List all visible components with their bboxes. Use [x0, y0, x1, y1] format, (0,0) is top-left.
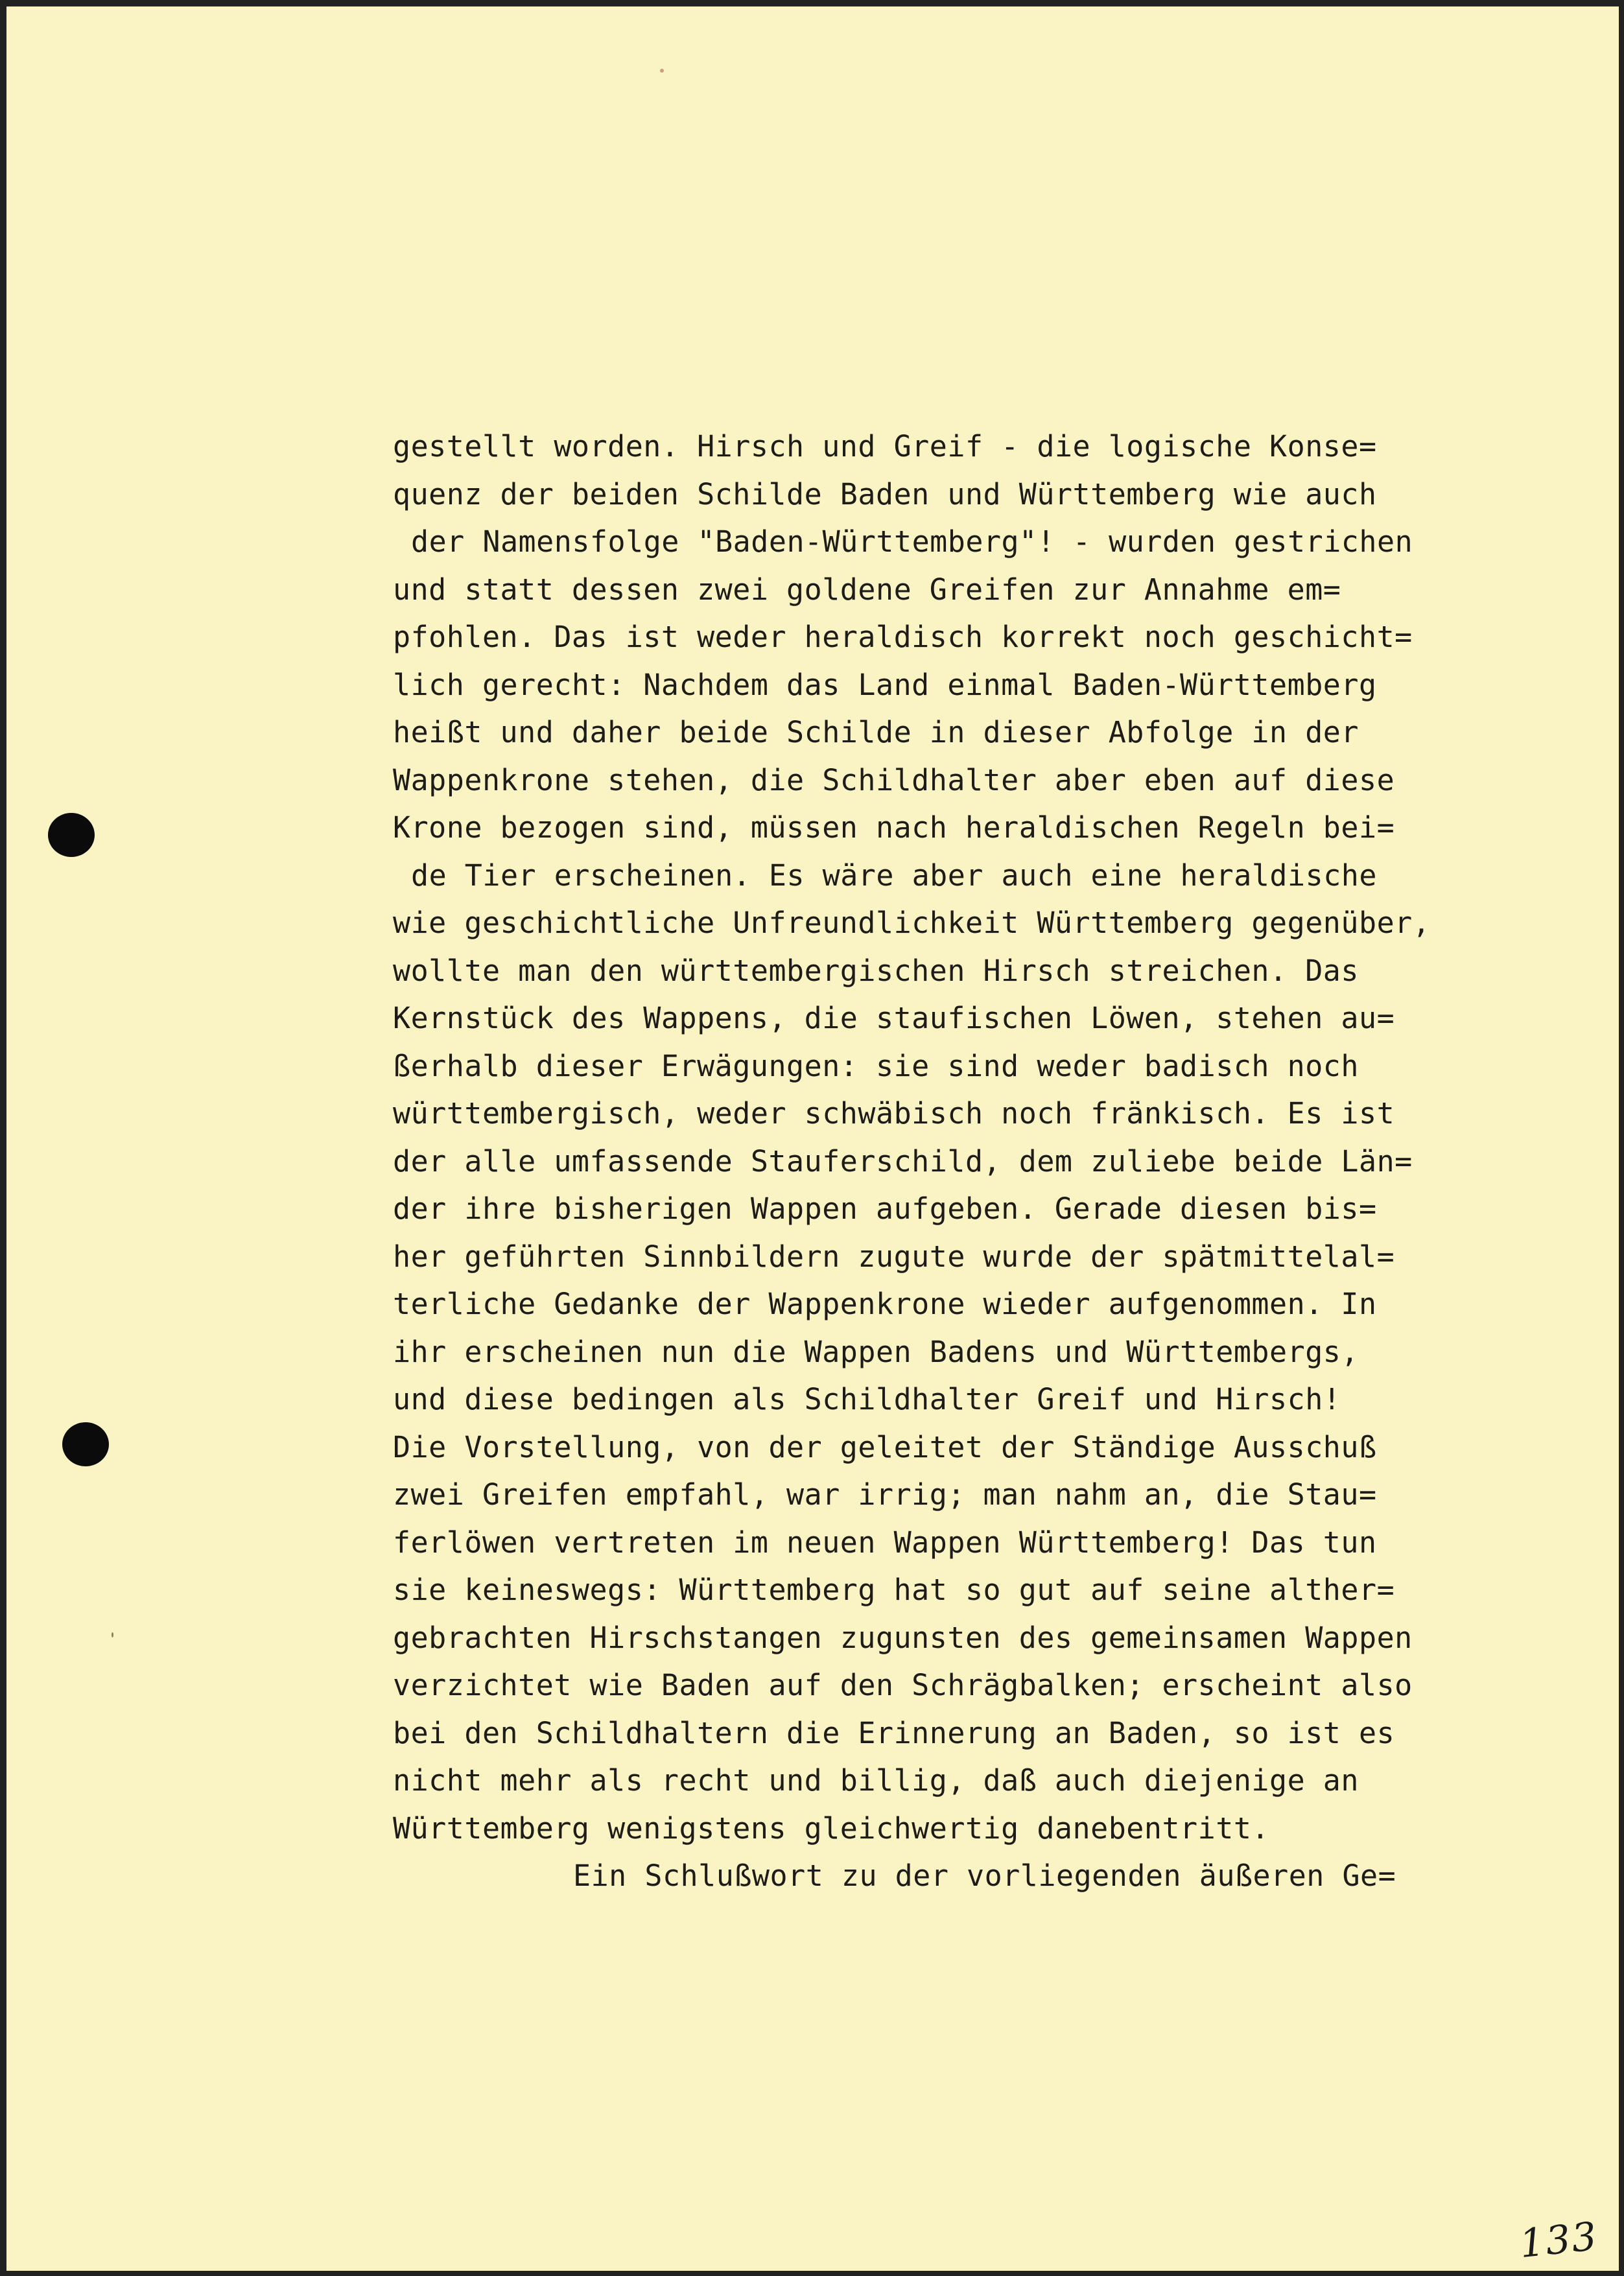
text-line: ferlöwen vertreten im neuen Wappen Württemberg! Das tun: [393, 1525, 1377, 1560]
text-line: bei den Schildhaltern die Erinnerung an Baden, so ist es: [393, 1715, 1395, 1750]
scan-border-left: [0, 0, 6, 2276]
paper-speck: [660, 69, 664, 73]
text-line: gestellt worden. Hirsch und Greif - die logische Konse=: [393, 429, 1377, 463]
text-line: lich gerecht: Nachdem das Land einmal Baden-Württemberg: [393, 667, 1377, 702]
typewritten-body: [393, 423, 1618, 1900]
text-line: nicht mehr als recht und billig, daß auch diejenige an: [393, 1763, 1359, 1798]
text-line: terliche Gedanke der Wappenkrone wieder aufgenommen. In: [393, 1287, 1377, 1321]
text-line: und statt dessen zwei goldene Greifen zur Annahme em=: [393, 572, 1341, 607]
text-line: Kernstück des Wappens, die staufischen Löwen, stehen au=: [393, 1001, 1395, 1035]
text-line: Krone bezogen sind, müssen nach heraldischen Regeln bei=: [393, 810, 1395, 845]
punch-hole: [48, 813, 95, 857]
text-line: ihr erscheinen nun die Wappen Badens und Württembergs,: [393, 1334, 1359, 1369]
text-line: zwei Greifen empfahl, war irrig; man nahm an, die Stau=: [393, 1477, 1377, 1512]
text-line: de Tier erscheinen. Es wäre aber auch eine heraldische: [411, 858, 1377, 893]
text-line: ßerhalb dieser Erwägungen: sie sind weder badisch noch: [393, 1048, 1359, 1083]
text-line: pfohlen. Das ist weder heraldisch korrekt noch geschicht=: [393, 620, 1413, 654]
text-line: der alle umfassende Stauferschild, dem zuliebe beide Län=: [393, 1144, 1413, 1179]
text-line: wollte man den württembergischen Hirsch streichen. Das: [393, 953, 1359, 988]
text-line: württembergisch, weder schwäbisch noch fränkisch. Es ist: [393, 1096, 1395, 1131]
scan-border-bottom: [0, 2271, 1624, 2276]
text-line: Ein Schlußwort zu der vorliegenden äußeren Ge=: [573, 1859, 1396, 1893]
punch-hole: [62, 1422, 109, 1466]
scan-border-top: [0, 0, 1624, 6]
text-line: und diese bedingen als Schildhalter Greif und Hirsch!: [393, 1382, 1341, 1416]
handwritten-page-number: 133: [1518, 2213, 1601, 2268]
text-line: verzichtet wie Baden auf den Schrägbalken; erscheint also: [393, 1668, 1413, 1702]
text-line: Wappenkrone stehen, die Schildhalter aber eben auf diese: [393, 762, 1395, 797]
text-line: her geführten Sinnbildern zugute wurde der spätmittelal=: [393, 1239, 1395, 1274]
text-line: Württemberg wenigstens gleichwertig danebentritt.: [393, 1811, 1270, 1846]
text-line: der ihre bisherigen Wappen aufgeben. Gerade diesen bis=: [393, 1191, 1377, 1226]
text-line: wie geschichtliche Unfreundlichkeit Württemberg gegenüber,: [393, 906, 1431, 940]
text-line: heißt und daher beide Schilde in dieser Abfolge in der: [393, 715, 1359, 749]
text-line: der Namensfolge "Baden-Württemberg"! - wurden gestrichen: [411, 524, 1413, 559]
text-line: sie keineswegs: Württemberg hat so gut auf seine alther=: [393, 1573, 1395, 1607]
text-line: quenz der beiden Schilde Baden und Württemberg wie auch: [393, 476, 1377, 511]
paper-mark: [112, 1632, 113, 1637]
text-line: Die Vorstellung, von der geleitet der Ständige Ausschuß: [393, 1429, 1377, 1464]
text-line: gebrachten Hirschstangen zugunsten des gemeinsamen Wappen: [393, 1620, 1413, 1655]
scan-border-right: [1619, 0, 1624, 2276]
